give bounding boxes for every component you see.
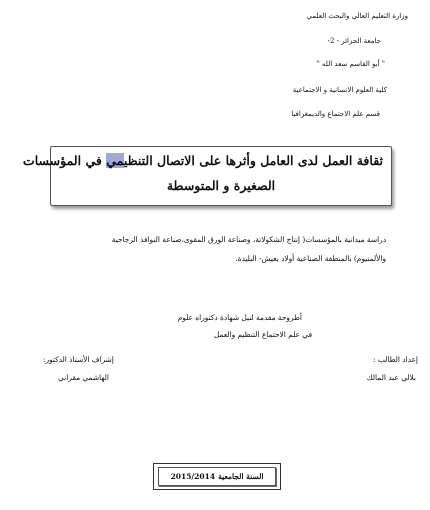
supervisor-label: إشراف الأستاذ الدكتور: — [43, 355, 114, 364]
university-honorific: " أبو القاسم سعد الله " — [316, 60, 385, 68]
page-left-margin — [0, 0, 8, 510]
thesis-title-box — [22, 146, 392, 206]
study-description-line-1: دراسة ميدانية بالمؤسسات( إنتاج الشكولاتة، وصناعة الورق المقوى،صناعة النوافذ الزجاجية — [111, 235, 386, 244]
study-description-line-2: والألمنيوم) بالمنطقة الصناعية أولاد يعيش- البليدة. — [235, 254, 386, 263]
department-name: قسم علم الاجتماع والديمغرافيا — [291, 110, 380, 118]
ministry-name: وزارة التعليم العالي والبحث العلمي — [306, 12, 408, 20]
student-name: بلالي عبد المالك — [366, 373, 416, 382]
thesis-title-line-2: الصغيرة و المتوسطة — [166, 178, 276, 193]
academic-year-frame — [158, 467, 276, 486]
academic-year-label: السنة الجامعية — [218, 472, 264, 481]
title-highlighted-text: مي — [106, 153, 124, 168]
academic-year-value: 2015/2014 — [170, 472, 216, 481]
supervisor-name: الهاشمي مقراني — [58, 373, 109, 382]
thesis-degree-line-1: أطروحة مقدمة لنيل شهادة دكتوراه علوم — [177, 313, 302, 322]
university-name: جامعة الجزائر - 2- — [327, 37, 381, 45]
title-part-1: ثقافة العمل لدى العامل وأثرها على الاتصال التنظي — [123, 153, 383, 168]
faculty-name: كلية العلوم الانسانية و الاجتماعية — [292, 86, 387, 94]
thesis-degree-line-2: في علم الاجتماع التنظيم والعمل — [213, 330, 312, 339]
thesis-title-line-1 — [23, 153, 383, 168]
title-part-2: في المؤسسات — [22, 153, 107, 168]
student-label: إعداد الطالب : — [372, 355, 418, 364]
academic-year-box — [153, 463, 281, 490]
